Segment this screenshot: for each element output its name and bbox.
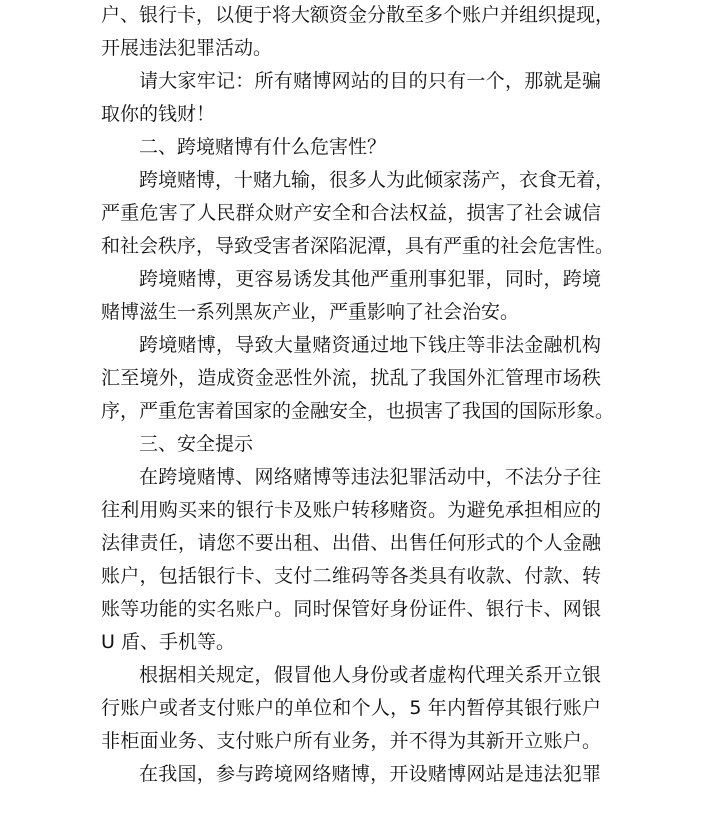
line-12: 汇至境外，造成资金恶性外流，扰乱了我国外汇管理市场秩 bbox=[101, 367, 601, 389]
line-10: 赌博滋生一系列黑灰产业，严重影响了社会治安。 bbox=[101, 301, 520, 323]
line-20: U 盾、手机等。 bbox=[101, 631, 235, 653]
line-9: 跨境赌博，更容易诱发其他严重刑事犯罪，同时，跨境 bbox=[139, 268, 601, 290]
line-17: 法律责任，请您不要出租、出借、出售任何形式的个人金融 bbox=[101, 532, 601, 554]
section-heading-2: 二、跨境赌博有什么危害性？ bbox=[139, 136, 387, 158]
line-2: 开展违法犯罪活动。 bbox=[101, 37, 273, 59]
line-8: 和社会秩序，导致受害者深陷泥潭，具有严重的社会危害性。 bbox=[101, 235, 615, 257]
line-16: 往利用购买来的银行卡及账户转移赌资。为避免承担相应的 bbox=[101, 499, 601, 521]
line-21: 根据相关规定，假冒他人身份或者虚构代理关系开立银 bbox=[139, 664, 601, 686]
line-18: 账户，包括银行卡、支付二维码等各类具有收款、付款、转 bbox=[101, 565, 601, 587]
line-11: 跨境赌博，导致大量赌资通过地下钱庄等非法金融机构 bbox=[139, 334, 601, 356]
line-15: 在跨境赌博、网络赌博等违法犯罪活动中，不法分子往 bbox=[139, 466, 601, 488]
line-6: 跨境赌博，十赌九输，很多人为此倾家荡产，衣食无着， bbox=[139, 169, 615, 191]
line-23: 非柜面业务、支付账户所有业务，并不得为其新开立账户。 bbox=[101, 730, 601, 752]
line-4: 取你的钱财！ bbox=[101, 103, 216, 125]
line-24: 在我国，参与跨境网络赌博，开设赌博网站是违法犯罪 bbox=[139, 763, 601, 785]
line-1: 户、银行卡，以便于将大额资金分散至多个账户并组织提现， bbox=[101, 4, 615, 26]
line-19: 账等功能的实名账户。同时保管好身份证件、银行卡、网银 bbox=[101, 598, 601, 620]
line-3: 请大家牢记：所有赌博网站的目的只有一个，那就是骗 bbox=[139, 70, 601, 92]
line-13: 序，严重危害着国家的金融安全，也损害了我国的国际形象。 bbox=[101, 400, 615, 422]
section-heading-3: 三、安全提示 bbox=[139, 433, 254, 455]
line-7: 严重危害了人民群众财产安全和合法权益，损害了社会诚信 bbox=[101, 202, 601, 224]
line-22: 行账户或者支付账户的单位和个人，5 年内暂停其银行账户 bbox=[101, 697, 601, 719]
